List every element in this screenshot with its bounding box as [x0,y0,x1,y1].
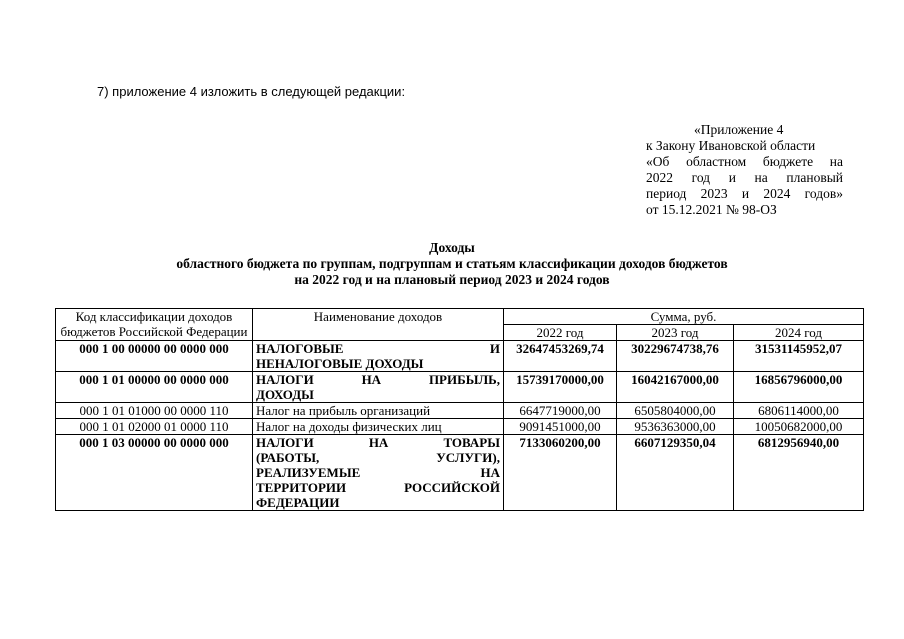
row-name [253,341,504,372]
row-code: 000 1 00 00000 00 0000 000 [56,341,253,372]
appendix-word: годов» [804,186,843,201]
row-value-2024: 16856796000,00 [734,372,864,403]
row-value-2022: 32647453269,74 [504,341,617,372]
row-name-word: И [489,341,500,356]
row-name-line [256,495,500,510]
header-code: Код классификации доходов бюджетов Российской Федерации [56,309,253,341]
header-year-2023: 2023 год [617,325,734,341]
table-row [56,372,864,403]
header-name: Наименование доходов [253,309,504,341]
title-line-2: областного бюджета по группам, подгруппам и статьям классификации доходов бюджетов [176,256,728,271]
appendix-word: плановый [786,170,843,185]
row-name-word: Налог на прибыль организаций [256,403,431,418]
row-name-word: НАЛОГИ [256,435,314,450]
row-name-line [256,356,500,371]
appendix-word: и [728,170,736,185]
appendix-word: период [646,186,687,201]
appendix-line-5 [646,186,843,202]
row-name-word: ДОХОДЫ [256,387,314,402]
row-name-line [256,372,500,387]
row-name-word: ФЕДЕРАЦИИ [256,495,340,510]
row-code: 000 1 01 01000 00 0000 110 [56,403,253,419]
row-name-word: (РАБОТЫ, [256,450,320,465]
appendix-line-2: к Закону Ивановской области [646,138,816,153]
appendix-word: год [691,170,711,185]
row-value-2023: 16042167000,00 [617,372,734,403]
appendix-word: 2022 [646,170,673,185]
row-name-word: НАЛОГОВЫЕ [256,341,344,356]
row-name-word: РЕАЛИЗУЕМЫЕ [256,465,361,480]
appendix-word: на [829,154,843,169]
intro-paragraph: 7) приложение 4 изложить в следующей редакции: [97,84,406,99]
row-value-2022: 7133060200,00 [504,435,617,511]
row-value-2024: 10050682000,00 [734,419,864,435]
appendix-word: 2024 [763,186,791,201]
row-value-2022: 9091451000,00 [504,419,617,435]
table-body [56,341,864,511]
appendix-line-4 [646,170,843,186]
appendix-word: «Об [646,154,670,169]
appendix-word: бюджете [762,154,814,169]
table-row [56,403,864,419]
row-code: 000 1 01 00000 00 0000 000 [56,372,253,403]
row-name-word: НА [368,435,389,450]
document-title [60,240,844,288]
revenue-table [55,308,864,511]
row-value-2023: 6607129350,04 [617,435,734,511]
row-value-2024: 6812956940,00 [734,435,864,511]
row-value-2023: 30229674738,76 [617,341,734,372]
appendix-line-1: «Приложение 4 [694,122,784,137]
row-name-word: НЕНАЛОГОВЫЕ ДОХОДЫ [256,356,424,371]
row-value-2024: 31531145952,07 [734,341,864,372]
row-name [253,372,504,403]
row-name-word: ПРИБЫЛЬ, [428,372,500,387]
appendix-word: областном [686,154,747,169]
row-name [253,435,504,511]
row-name-line [256,341,500,356]
appendix-word: на [754,170,768,185]
row-value-2024: 6806114000,00 [734,403,864,419]
row-code: 000 1 03 00000 00 0000 000 [56,435,253,511]
row-name-word: ТОВАРЫ [443,435,500,450]
header-year-2022: 2022 год [504,325,617,341]
appendix-line-6: от 15.12.2021 № 98-ОЗ [646,202,777,217]
row-name-line [256,465,500,480]
row-name-word: Налог на доходы физических лиц [256,419,442,434]
appendix-line-3 [646,154,843,170]
row-value-2023: 9536363000,00 [617,419,734,435]
row-name-word: УСЛУГИ), [436,450,500,465]
row-name-line [256,450,500,465]
row-name-word: ТЕРРИТОРИИ [256,480,347,495]
row-value-2023: 6505804000,00 [617,403,734,419]
header-year-2024: 2024 год [734,325,864,341]
row-name-line [256,480,500,495]
row-name [253,419,504,435]
table-row [56,435,864,511]
row-name-line [256,435,500,450]
row-name-word: НА [480,465,500,480]
title-line-3: на 2022 год и на плановый период 2023 и 2024 годов [294,272,610,287]
table-row [56,341,864,372]
row-name-word: НА [361,372,382,387]
row-code: 000 1 01 02000 01 0000 110 [56,419,253,435]
header-sum: Сумма, руб. [504,309,864,325]
row-name-line [256,387,500,402]
title-line-1: Доходы [429,240,475,255]
row-name-word: НАЛОГИ [256,372,314,387]
table-row [56,419,864,435]
row-name-line [256,419,500,434]
row-value-2022: 15739170000,00 [504,372,617,403]
row-name-word: РОССИЙСКОЙ [404,480,500,495]
appendix-word: и [741,186,750,201]
row-name-line [256,403,500,418]
appendix-word: 2023 [700,186,728,201]
appendix-reference [646,122,843,218]
row-name [253,403,504,419]
row-value-2022: 6647719000,00 [504,403,617,419]
